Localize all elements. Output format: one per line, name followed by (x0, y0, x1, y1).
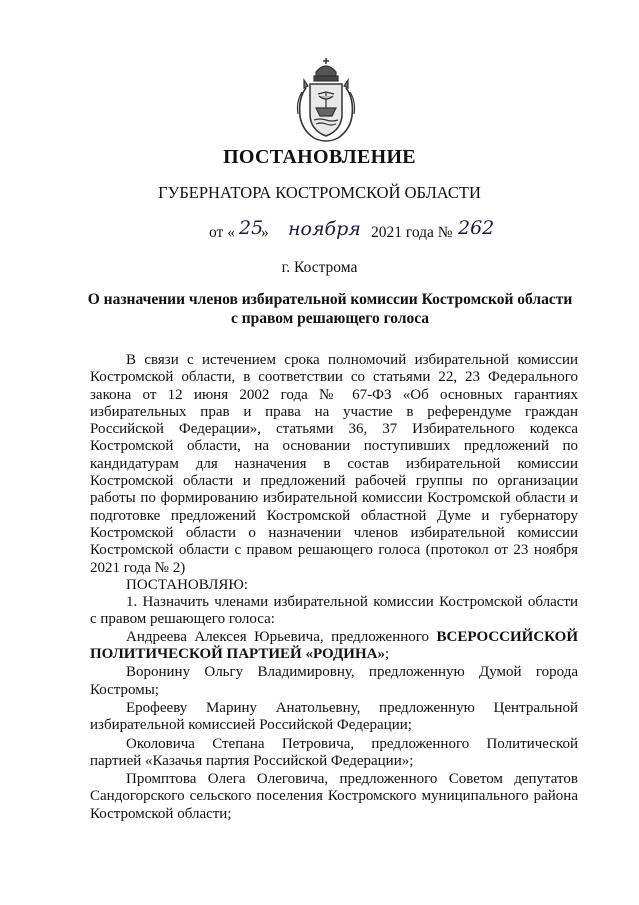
document-body (90, 352, 578, 823)
preamble-line: работы по формированию избирательной комиссии Костромской области и (90, 490, 578, 507)
date-month-handwritten: ноября (288, 218, 361, 240)
preamble-line: подготовке предложений Костромской областной Думе и губернатору (90, 507, 578, 524)
member-andreev (90, 629, 578, 646)
preamble-line: 2021 года № 2) (90, 559, 186, 576)
heading-line-1: О назначении членов избирательной комиссии Костромской области (87, 291, 573, 308)
preamble-line: Российской Федерации», статьями 36, 37 Избирательного кодекса (90, 421, 578, 438)
member-okolovich-line-2: партией «Казачья партия Российской Федерации»; (90, 752, 414, 769)
date-day-handwritten: 25 (239, 217, 264, 239)
preamble-line: Костромской области и предложений рабочей группы по организации (90, 473, 578, 490)
document-title: ПОСТАНОВЛЕНИЕ (223, 146, 416, 168)
preamble-line: В связи с истечением срока полномочий избирательной комиссии (126, 352, 578, 368)
member-voronina-line-2: Костромы; (90, 681, 159, 698)
heading-line-2: с правом решающего голоса (230, 310, 430, 327)
member-promptov-line-3: Костромской области; (90, 805, 232, 822)
member-promptov-line-1: Промптова Олега Олеговича, предложенного Советом депутатов (126, 771, 578, 788)
member-andreev-name: Андреева Алексея Юрьевича, предложенного (126, 628, 437, 645)
preamble-line: Костромской области с правом решающего голоса (протокол от 23 ноября (90, 542, 578, 559)
member-andreev-party-2: ПОЛИТИЧЕСКОЙ ПАРТИЕЙ «РОДИНА» (90, 646, 385, 663)
preamble-line: Костромской области о назначении членов избирательной комиссии (90, 524, 578, 541)
preamble-line: Костромской области, в соответствии со статьями 22, 23 Федерального (90, 369, 578, 386)
member-promptov-line-2: Сандогорского сельского поселения Костромского муниципального района (90, 788, 578, 805)
preamble-line: кандидатурам для назначения в состав избирательной комиссии (90, 455, 578, 472)
date-year-text: 2021 года № (371, 224, 453, 241)
member-voronina-line-1: Воронину Ольгу Владимировну, предложенную Думой города (126, 664, 578, 681)
date-line (209, 216, 529, 246)
member-andreev-end: ; (384, 646, 390, 663)
date-prefix: от « (209, 224, 235, 241)
member-andreev-party-1: ВСЕРОССИЙСКОЙ (436, 628, 578, 645)
preamble-line: Костромской области, на основании поступивших предложений по (90, 438, 578, 455)
member-okolovich-line-1: Околовича Степана Петровича, предложенного Политической (126, 735, 578, 752)
date-mid: » (261, 224, 269, 241)
member-erofeeva-line-1: Ерофееву Марину Анатольевну, предложенную Центральной (126, 699, 578, 716)
document-subtitle: ГУБЕРНАТОРА КОСТРОМСКОЙ ОБЛАСТИ (158, 183, 481, 202)
coat-of-arms-emblem (294, 58, 358, 144)
city-name: г. Кострома (281, 259, 358, 276)
preamble-line: избирательных прав и права на участие в референдуме граждан (90, 403, 578, 420)
document-number-handwritten: 262 (458, 217, 495, 239)
item-1-line-1: 1. Назначить членами избирательной комиссии Костромской области (126, 594, 578, 611)
decree-word: ПОСТАНОВЛЯЮ: (126, 576, 248, 593)
item-1-line-2: с правом решающего голоса: (90, 611, 275, 628)
member-andreev-line-2 (90, 646, 578, 663)
preamble-line: закона от 12 июня 2002 года № 67-ФЗ «Об основных гарантиях (90, 386, 578, 403)
member-erofeeva-line-2: избирательной комиссией Российской Федерации; (90, 717, 412, 734)
document-heading (60, 290, 600, 328)
